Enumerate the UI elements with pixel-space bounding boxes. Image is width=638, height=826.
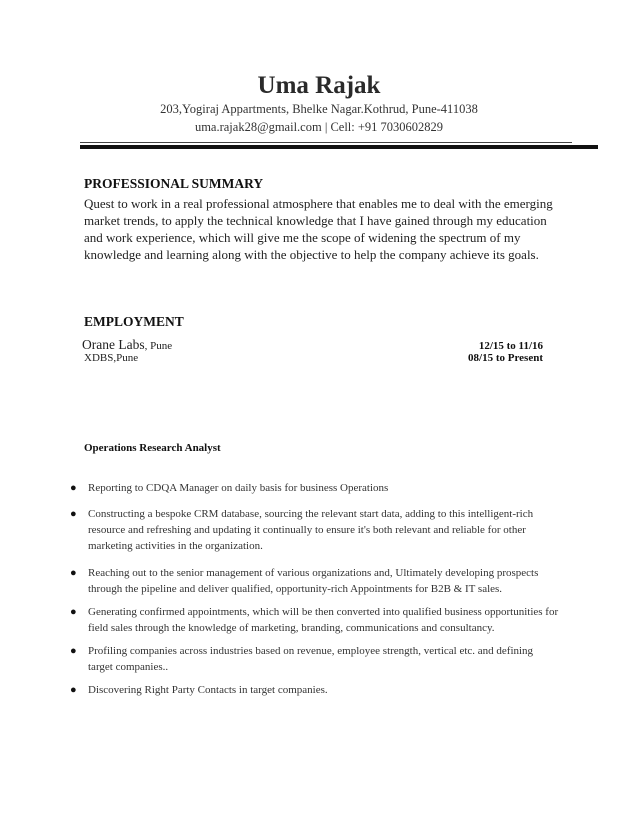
divider-thick [80, 145, 598, 149]
bullet-text: Discovering Right Party Contacts in target companies. [88, 684, 328, 696]
divider-thin [80, 142, 572, 143]
company-name: Orane Labs [82, 337, 145, 352]
bullet-text: Constructing a bespoke CRM database, sourcing the relevant start data, adding to this intelligent-rich resource and refreshing and updating it continually to ensure it's both relevant and reliable for other marketing activities in the organization. [88, 508, 534, 552]
job-company-2: XDBS,Pune [84, 352, 139, 364]
bullet-icon: ● [70, 684, 77, 696]
list-item [0, 506, 560, 554]
address: 203,Yogiraj Appartments, Bhelke Nagar.Kothrud, Pune-411038 [160, 102, 478, 116]
list-item [0, 565, 560, 597]
bullet-text: Reporting to CDQA Manager on daily basis for business Operations [88, 482, 389, 494]
list-item [0, 604, 560, 636]
bullet-icon: ● [70, 482, 77, 494]
job-company-1 [82, 337, 172, 353]
job-role: Operations Research Analyst [84, 442, 221, 454]
list-item [0, 480, 560, 496]
list-item [0, 682, 560, 698]
bullet-text: Profiling companies across industries based on revenue, employee strength, vertical etc. and defining target companies.. [88, 645, 534, 673]
bullet-text: Generating confirmed appointments, which will be then converted into qualified business opportunities for field sales through the knowledge of marketing, branding, communications and consultancy. [88, 606, 559, 634]
company-location: , Pune [144, 340, 173, 352]
summary-body: Quest to work in a real professional atmosphere that enables me to deal with the emerging market trends, to apply the technical knowledge that I have gained through my education and work experience, which will give me the scope of widening the spectrum of my knowledge and learning along with the objective to help the company achieve its goals. [84, 196, 553, 262]
job-dates-1: 12/15 to 11/16 [478, 340, 543, 352]
bullet-icon: ● [70, 645, 77, 657]
responsibility-list [0, 480, 560, 705]
bullet-text: Reaching out to the senior management of various organizations and, Ultimately developing prospects through the pipeline and deliver qualified, opportunity-rich Appointments for B2B & IT sales. [88, 567, 539, 595]
bullet-icon: ● [70, 508, 77, 520]
list-item [0, 643, 560, 675]
candidate-name: Uma Rajak [257, 72, 381, 99]
summary-heading: PROFESSIONAL SUMMARY [84, 176, 264, 191]
bullet-icon: ● [70, 606, 77, 618]
job-dates-2: 08/15 to Present [468, 352, 543, 364]
employment-heading: EMPLOYMENT [84, 314, 184, 329]
bullet-icon: ● [70, 567, 77, 579]
contact-info: uma.rajak28@gmail.com | Cell: +91 7030602829 [194, 120, 444, 134]
